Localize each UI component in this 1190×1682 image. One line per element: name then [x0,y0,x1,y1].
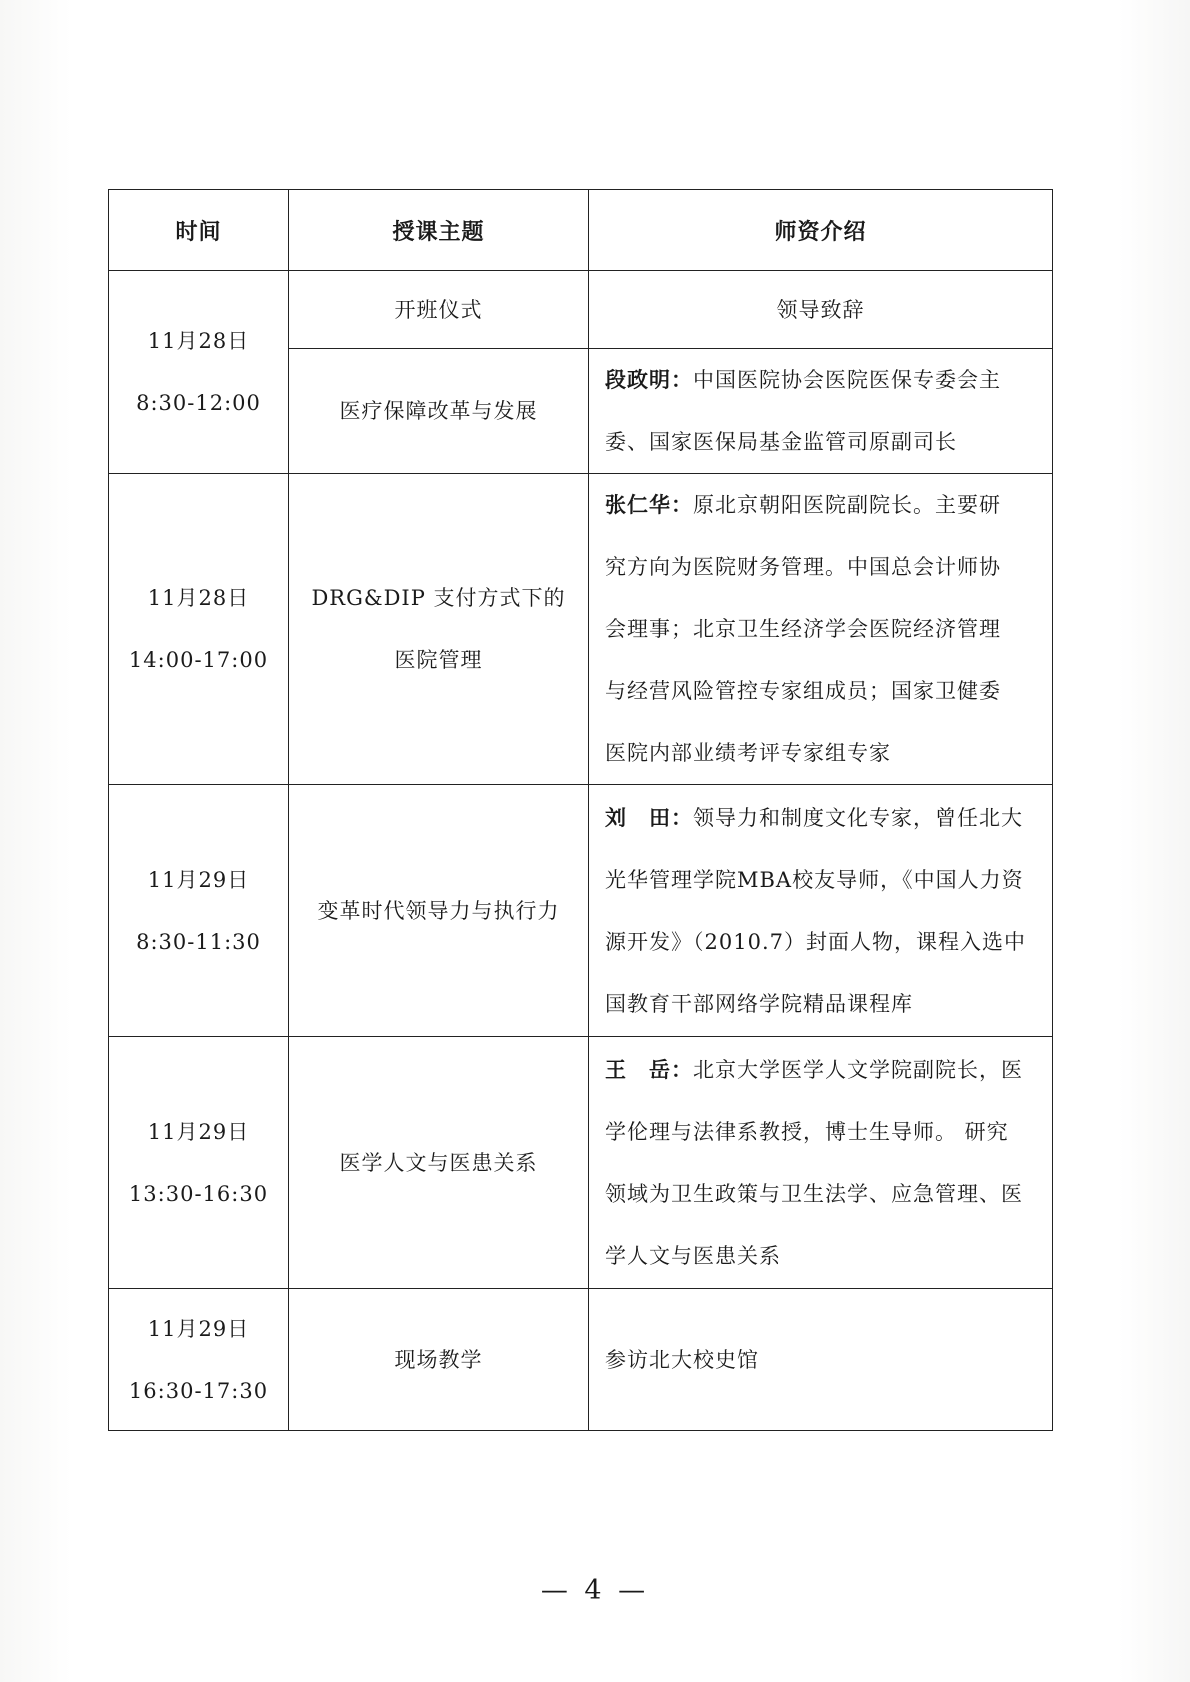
table-row [109,785,1053,1037]
time-text: 14:00-17:00 [128,648,269,672]
teacher-name: 张仁华： [605,492,693,517]
topic-cell [289,1037,589,1289]
teacher-cell [589,1289,1053,1431]
teacher-bio-line: 领导力和制度文化专家，曾任北大 [693,805,1023,830]
teacher-name: 刘 田： [605,804,693,830]
time-cell [109,1289,289,1431]
topic-text: 开班仪式 [394,297,483,322]
header-time: 时间 [109,190,289,271]
topic-cell [289,349,589,474]
topic-text: 变革时代领导力与执行力 [317,898,560,923]
teacher-name: 段政明： [605,367,693,392]
teacher-cell [589,1037,1053,1289]
topic-text: 医院管理 [394,648,483,672]
time-text: 13:30-16:30 [128,1181,269,1206]
topic-text: DRG&DIP 支付方式下的 [311,586,566,610]
topic-cell [289,1289,589,1431]
teacher-bio-line: 学人文与医患关系 [605,1243,781,1268]
time-text: 8:30-12:00 [136,391,261,415]
table-row [109,1037,1053,1289]
teacher-bio-line: 医院内部业绩考评专家组专家 [605,741,891,765]
topic-text: 现场教学 [394,1347,483,1372]
teacher-cell [589,474,1053,785]
date-text: 11月29日 [147,1316,250,1341]
teacher-bio-line: 与经营风险管控专家组成员；国家卫健委 [605,679,1001,703]
topic-cell [289,271,589,349]
topic-cell [289,785,589,1037]
time-text: 16:30-17:30 [128,1378,269,1403]
date-text: 11月28日 [147,329,250,353]
teacher-text: 参访北大校史馆 [605,1347,759,1372]
teacher-bio-line: 北京大学医学人文学院副院长，医 [693,1057,1023,1082]
teacher-cell [589,785,1053,1037]
table-row [109,271,1053,349]
topic-cell [289,474,589,785]
time-cell [109,271,289,474]
teacher-bio-line: 究方向为医院财务管理。中国总会计师协 [605,555,1001,579]
teacher-bio-line: 原北京朝阳医院副院长。主要研 [693,493,1001,517]
date-text: 11月28日 [147,586,250,610]
teacher-bio-line: 光华管理学院MBA校友导师，《中国人力资 [605,867,1024,892]
date-text: 11月29日 [147,1119,250,1144]
time-text: 8:30-11:30 [136,929,261,954]
time-cell [109,785,289,1037]
topic-text: 医疗保障改革与发展 [339,399,538,423]
table-row [109,1289,1053,1431]
header-topic: 授课主题 [289,190,589,271]
topic-text: 医学人文与医患关系 [339,1150,538,1175]
table-row [109,474,1053,785]
teacher-bio-line: 源开发》（2010.7）封面人物，课程入选中 [605,929,1026,954]
teacher-cell [589,349,1053,474]
course-schedule-table [108,189,1053,1431]
teacher-bio-line: 中国医院协会医院医保专委会主 [693,368,1001,392]
teacher-cell [589,271,1053,349]
teacher-bio-line: 会理事；北京卫生经济学会医院经济管理 [605,617,1001,641]
table-header-row [109,190,1053,271]
page-number: — 4 — [540,1575,650,1606]
teacher-bio-line: 国教育干部网络学院精品课程库 [605,991,913,1016]
time-cell [109,474,289,785]
teacher-bio-line: 学伦理与法律系教授，博士生导师。 研究 [605,1119,1009,1144]
header-teacher: 师资介绍 [589,190,1053,271]
teacher-name: 王 岳： [605,1056,693,1082]
teacher-bio-line: 委、国家医保局基金监管司原副司长 [605,430,957,454]
teacher-text: 领导致辞 [776,297,865,322]
date-text: 11月29日 [147,867,250,892]
teacher-bio-line: 领域为卫生政策与卫生法学、应急管理、医 [605,1181,1023,1206]
time-cell [109,1037,289,1289]
